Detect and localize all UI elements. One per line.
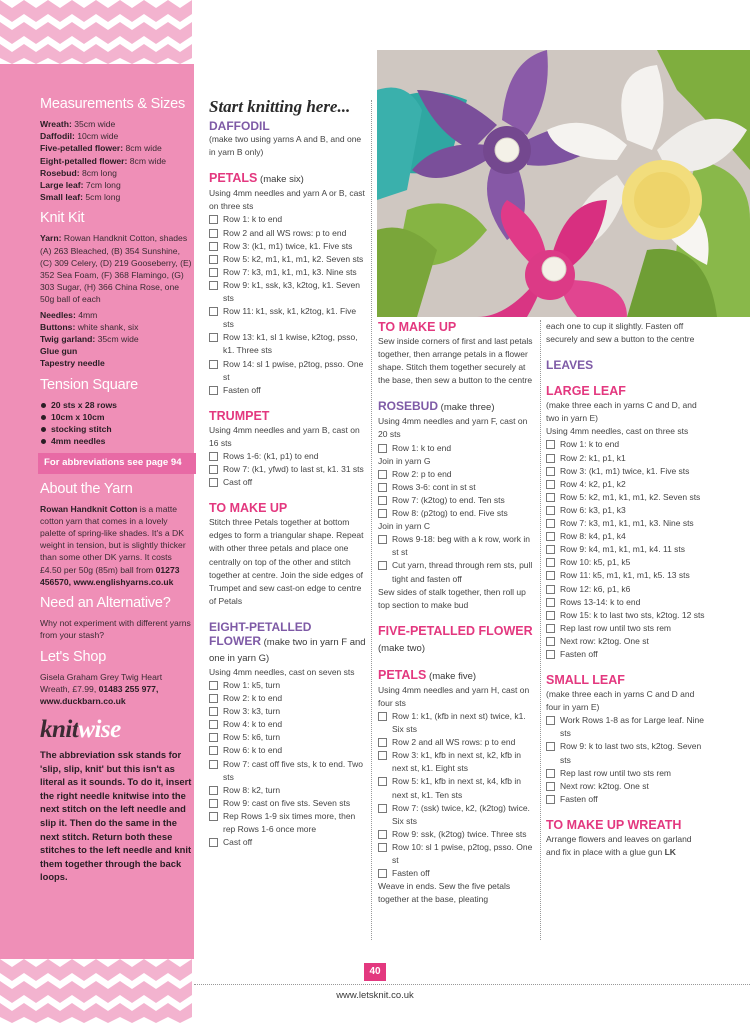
yarn-line: Yarn: Rowan Handknit Cotton, shades (A) 263 Bleached, (B) 354 Sunshine, (C) 309 Celery, (D) 219 Gooseberry, (E) 352 Sea Foam, (F) 368 Flamingo, (G) 303 Sugar, (H) 366 China Rose, one 50g ball of each xyxy=(40,233,192,305)
daffodil-note: (make two using yarns A and B, and one in yarn B only) xyxy=(209,134,362,158)
pattern-row[interactable]: Row 5: k1, kfb in next st, k4, kfb in next st, k1. Ten sts xyxy=(378,775,536,801)
knit-kit-section xyxy=(40,210,192,369)
footer-divider xyxy=(194,984,750,985)
pattern-row[interactable]: Cast off xyxy=(209,836,366,849)
pattern-row[interactable]: Row 3: (k1, m1) twice, k1. Five sts xyxy=(209,240,366,253)
five-petalled-heading: FIVE-PETALLED FLOWER (make two) xyxy=(378,623,533,654)
rosebud-intro: Using 4mm needles and yarn F, cast on 20 sts xyxy=(378,416,528,440)
petals-heading: PETALS (make six) xyxy=(209,171,304,186)
page-number: 40 xyxy=(364,963,386,981)
about-yarn-heading: About the Yarn xyxy=(40,480,133,497)
abbreviations-box: For abbreviations see page 94 xyxy=(38,453,196,473)
pattern-row[interactable]: Row 3: (k1, m1) twice, k1. Five sts xyxy=(546,465,706,478)
pattern-row[interactable]: Row 9: k4, m1, k1, m1, k4. 11 sts xyxy=(546,543,706,556)
pattern-row[interactable]: Rep last row until two sts rem xyxy=(546,622,706,635)
pattern-row[interactable]: Rows 1-6: (k1, p1) to end xyxy=(209,450,366,463)
make-up-text: Stitch three Petals together at bottom edges to form a triangular shape. Repeat with other three petals and place one centrally on top of the other and stitch together at centre. Join the side edges of Trumpet and sew cast-on edge to centre of Petals xyxy=(209,517,364,606)
pattern-row[interactable]: Rep Rows 1-9 six times more, then rep Rows 1-6 once more xyxy=(209,810,366,836)
petals-heading: PETALS (make five) xyxy=(378,667,477,682)
measurements-section xyxy=(40,96,192,203)
measurement-line: Five-petalled flower: 8cm wide xyxy=(40,143,162,154)
alternative-text: Why not experiment with different yarns from your stash? xyxy=(40,618,191,641)
kit-line: Tapestry needle xyxy=(40,358,105,369)
pattern-row[interactable]: Row 11: k1, ssk, k1, k2tog, k1. Five sts xyxy=(209,305,366,331)
measurements-heading: Measurements & Sizes xyxy=(40,96,186,112)
pattern-column-1 xyxy=(209,97,366,849)
trumpet-heading: TRUMPET xyxy=(209,408,270,423)
pattern-row[interactable]: Cut yarn, thread through rem sts, pull tight and fasten off xyxy=(378,559,536,585)
pattern-row[interactable]: Row 9: k to last two sts, k2tog. Seven sts xyxy=(546,740,706,766)
knit-kit-heading: Knit Kit xyxy=(40,210,85,227)
button-icon xyxy=(495,138,519,162)
pattern-row[interactable]: Rep last row until two sts rem xyxy=(546,767,706,780)
knitwise-logo: knitwise xyxy=(40,716,121,744)
column-divider xyxy=(371,100,372,940)
pattern-row[interactable]: Row 7: cast off five sts, k to end. Two sts xyxy=(209,758,366,784)
about-yarn-text: Rowan Handknit Cotton is a matte cotton yarn that comes in a lovely palette of spring-like shades. It's a DK weight in tension, but is slightly thicker than some other DK yarns. It costs £4.50 per 50g (85m) ball from 01273 456570, www.englishyarns.co.uk xyxy=(40,503,186,587)
pattern-row[interactable]: Row 2: p to end xyxy=(378,468,536,481)
pattern-row[interactable]: Row 2: k1, p1, k1 xyxy=(546,452,706,465)
sidebar-content xyxy=(40,96,192,884)
make-up-text: Sew inside corners of first and last petals together, then arrange petals in a flower shape. Stitch them together securely at the base, then sew a button to the centre xyxy=(378,336,533,386)
pattern-row[interactable]: Next row: k2tog. One st xyxy=(546,780,706,793)
pattern-row[interactable]: Row 8: (p2tog) to end. Five sts xyxy=(378,507,536,520)
pattern-row[interactable]: Row 4: k to end xyxy=(209,718,366,731)
pattern-row[interactable]: Fasten off xyxy=(546,793,706,806)
shop-text: Gisela Graham Grey Twig Heart Wreath, £7.99, 01483 255 977, www.duckbarn.co.uk xyxy=(40,671,163,706)
pattern-row[interactable]: Rows 13-14: k to end xyxy=(546,596,706,609)
make-up-heading: TO MAKE UP xyxy=(378,320,457,334)
pattern-row[interactable]: Row 10: sl 1 pwise, p2tog, psso. One st xyxy=(378,841,536,867)
pattern-row[interactable]: Row 7: (k2tog) to end. Ten sts xyxy=(378,494,536,507)
pattern-row[interactable]: Rows 9-18: beg with a k row, work in st st xyxy=(378,533,536,559)
pattern-row[interactable]: Row 6: k to end xyxy=(209,744,366,757)
footer-url[interactable]: www.letsknit.co.uk xyxy=(336,990,414,1001)
leaves-heading: LEAVES xyxy=(546,358,594,373)
pattern-row[interactable]: Row 15: k to last two sts, k2tog. 12 sts xyxy=(546,609,706,622)
pattern-row[interactable]: Cast off xyxy=(209,476,366,489)
about-yarn-section xyxy=(40,481,192,588)
pattern-row[interactable]: Fasten off xyxy=(546,648,706,661)
pattern-row[interactable]: Next row: k2tog. One st xyxy=(546,635,706,648)
pattern-row[interactable]: Fasten off xyxy=(378,867,536,880)
pattern-row[interactable]: Row 7: k3, m1, k1, m1, k3. Nine sts xyxy=(546,517,706,530)
pattern-row[interactable]: Row 3: k3, turn xyxy=(209,705,366,718)
pattern-row[interactable]: Row 7: k3, m1, k1, m1, k3. Nine sts xyxy=(209,266,366,279)
main-title: Start knitting here... xyxy=(209,97,351,116)
large-leaf-heading: LARGE LEAF xyxy=(546,384,626,399)
pattern-row[interactable]: Row 7: (ssk) twice, k2, (k2tog) twice. Six sts xyxy=(378,802,536,828)
petals-intro: Using 4mm needles and yarn H, cast on four sts xyxy=(378,684,530,708)
eight-petalled-intro: Using 4mm needles, cast on seven sts xyxy=(209,666,355,677)
measurement-line: Wreath: 35cm wide xyxy=(40,119,116,129)
pattern-row[interactable]: Row 9: cast on five sts. Seven sts xyxy=(209,797,366,810)
make-up-wreath-text: Arrange flowers and leaves on garland and fix in place with a glue gun LK xyxy=(546,833,692,857)
pattern-row[interactable]: Row 2: k to end xyxy=(209,692,366,705)
pattern-row[interactable]: Row 9: k1, ssk, k3, k2tog, k1. Seven sts xyxy=(209,279,366,305)
small-leaf-note: (make three each in yarns C and D and four in yarn E) xyxy=(546,689,695,713)
knitwise-text: The abbreviation ssk stands for 'slip, slip, knit' but this isn't as literal as it sounds. To do it, insert the right needle knitwise into the next stitch on the left needle and slip it. Then do the same in the next stitch. Return both these stitches to the left needle and knit them together through the back loops. xyxy=(40,749,192,883)
tension-item: 10cm x 10cm xyxy=(40,411,192,423)
sidebar xyxy=(0,0,194,1023)
pattern-row[interactable]: Row 6: k3, p1, k3 xyxy=(546,504,706,517)
lk-signoff: LK xyxy=(664,847,676,857)
large-leaf-intro: Using 4mm needles, cast on three sts xyxy=(546,426,689,437)
pattern-row[interactable]: Fasten off xyxy=(209,384,366,397)
daffodil-heading: DAFFODIL xyxy=(209,119,270,134)
pattern-row[interactable]: Row 1: k to end xyxy=(209,213,366,226)
measurement-line: Eight-petalled flower: 8cm wide xyxy=(40,155,167,166)
tension-item: stocking stitch xyxy=(40,423,192,435)
pattern-row[interactable]: Row 2 and all WS rows: p to end xyxy=(209,227,366,240)
measurement-line: Large leaf: 7cm long xyxy=(40,180,121,191)
pattern-row[interactable]: Row 8: k2, turn xyxy=(209,784,366,797)
kit-line: Buttons: white shank, six xyxy=(40,321,139,332)
knitwise-section xyxy=(40,717,192,884)
rosebud-outro: Sew sides of stalk together, then roll up top section to make bud xyxy=(378,586,526,610)
pattern-row[interactable]: Row 12: k6, p1, k6 xyxy=(546,583,706,596)
tension-list xyxy=(40,399,192,448)
tension-section xyxy=(40,377,192,474)
rosebud-heading: ROSEBUD (make three) xyxy=(378,399,495,414)
measurement-line: Daffodil: 10cm wide xyxy=(40,131,119,142)
join-yarn-note: Join in yarn G xyxy=(378,455,431,466)
pattern-row[interactable]: Row 13: k1, sl 1 kwise, k2tog, psso, k1. Three sts xyxy=(209,331,366,357)
knitted-flowers-photo xyxy=(377,50,750,317)
large-leaf-note: (make three each in yarns C and D, and two in yarn E) xyxy=(546,400,697,424)
petals-intro: Using 4mm needles and yarn A or B, cast on three sts xyxy=(209,188,365,212)
kit-line: Twig garland: 35cm wide xyxy=(40,334,139,345)
shop-section xyxy=(40,649,192,708)
pattern-column-2 xyxy=(378,320,536,906)
pattern-row[interactable]: Work Rows 1-8 as for Large leaf. Nine sts xyxy=(546,714,706,740)
pattern-row[interactable]: Row 3: k1, kfb in next st, k2, kfb in next st, k1. Eight sts xyxy=(378,749,536,775)
pattern-row[interactable]: Row 7: (k1, yfwd) to last st, k1. 31 sts xyxy=(209,463,366,476)
pattern-row[interactable]: Row 2 and all WS rows: p to end xyxy=(378,736,536,749)
column-divider xyxy=(540,320,541,940)
pattern-column-3 xyxy=(546,320,706,859)
pattern-row[interactable]: Row 10: k5, p1, k5 xyxy=(546,556,706,569)
pattern-row[interactable]: Row 4: k2, p1, k2 xyxy=(546,478,706,491)
pattern-row[interactable]: Row 8: k4, p1, k4 xyxy=(546,530,706,543)
tension-item: 4mm needles xyxy=(40,435,192,447)
make-up-heading: TO MAKE UP xyxy=(209,501,288,516)
pattern-row[interactable]: Row 1: k5, turn xyxy=(209,679,366,692)
tension-heading: Tension Square xyxy=(40,376,138,393)
small-leaf-heading: SMALL LEAF xyxy=(546,673,625,688)
petals-outro: Weave in ends. Sew the five petals together at the base, pleating xyxy=(378,881,511,905)
pattern-row[interactable]: Row 5: k6, turn xyxy=(209,731,366,744)
continued-text: each one to cup it slightly. Fasten off securely and sew a button to the centre xyxy=(546,321,695,345)
pattern-row[interactable]: Row 11: k5, m1, k1, m1, k5. 13 sts xyxy=(546,569,706,582)
kit-line: Needles: 4mm xyxy=(40,309,98,320)
alternative-section xyxy=(40,595,192,641)
kit-line: Glue gun xyxy=(40,346,78,357)
tension-item: 20 sts x 28 rows xyxy=(40,399,192,411)
eight-petalled-heading: EIGHT-PETALLED FLOWER (make two in yarn F and one in yarn G) xyxy=(209,619,366,664)
pattern-row[interactable]: Row 14: sl 1 pwise, p2tog, psso. One st xyxy=(209,358,366,384)
pattern-row[interactable]: Row 5: k2, m1, k1, m1, k2. Seven sts xyxy=(209,253,366,266)
measurement-line: Small leaf: 5cm long xyxy=(40,192,121,203)
pattern-row[interactable]: Rows 3-6: cont in st st xyxy=(378,481,536,494)
pattern-row[interactable]: Row 1: k to end xyxy=(546,438,706,451)
shop-heading: Let's Shop xyxy=(40,648,107,665)
trumpet-intro: Using 4mm needles and yarn B, cast on 16 sts xyxy=(209,424,360,448)
pattern-row[interactable]: Row 1: k to end xyxy=(378,442,536,455)
button-icon xyxy=(542,257,566,281)
pattern-row[interactable]: Row 1: k1, (kfb in next st) twice, k1. Six sts xyxy=(378,710,536,736)
pattern-row[interactable]: Row 5: k2, m1, k1, m1, k2. Seven sts xyxy=(546,491,706,504)
measurement-line: Rosebud: 8cm long xyxy=(40,167,117,178)
make-up-wreath-heading: TO MAKE UP WREATH xyxy=(546,817,682,832)
pattern-row[interactable]: Row 9: ssk, (k2tog) twice. Three sts xyxy=(378,828,536,841)
knit-stitch-pattern-top xyxy=(0,0,194,64)
join-yarn-note: Join in yarn C xyxy=(378,521,430,532)
alternative-heading: Need an Alternative? xyxy=(40,595,171,612)
